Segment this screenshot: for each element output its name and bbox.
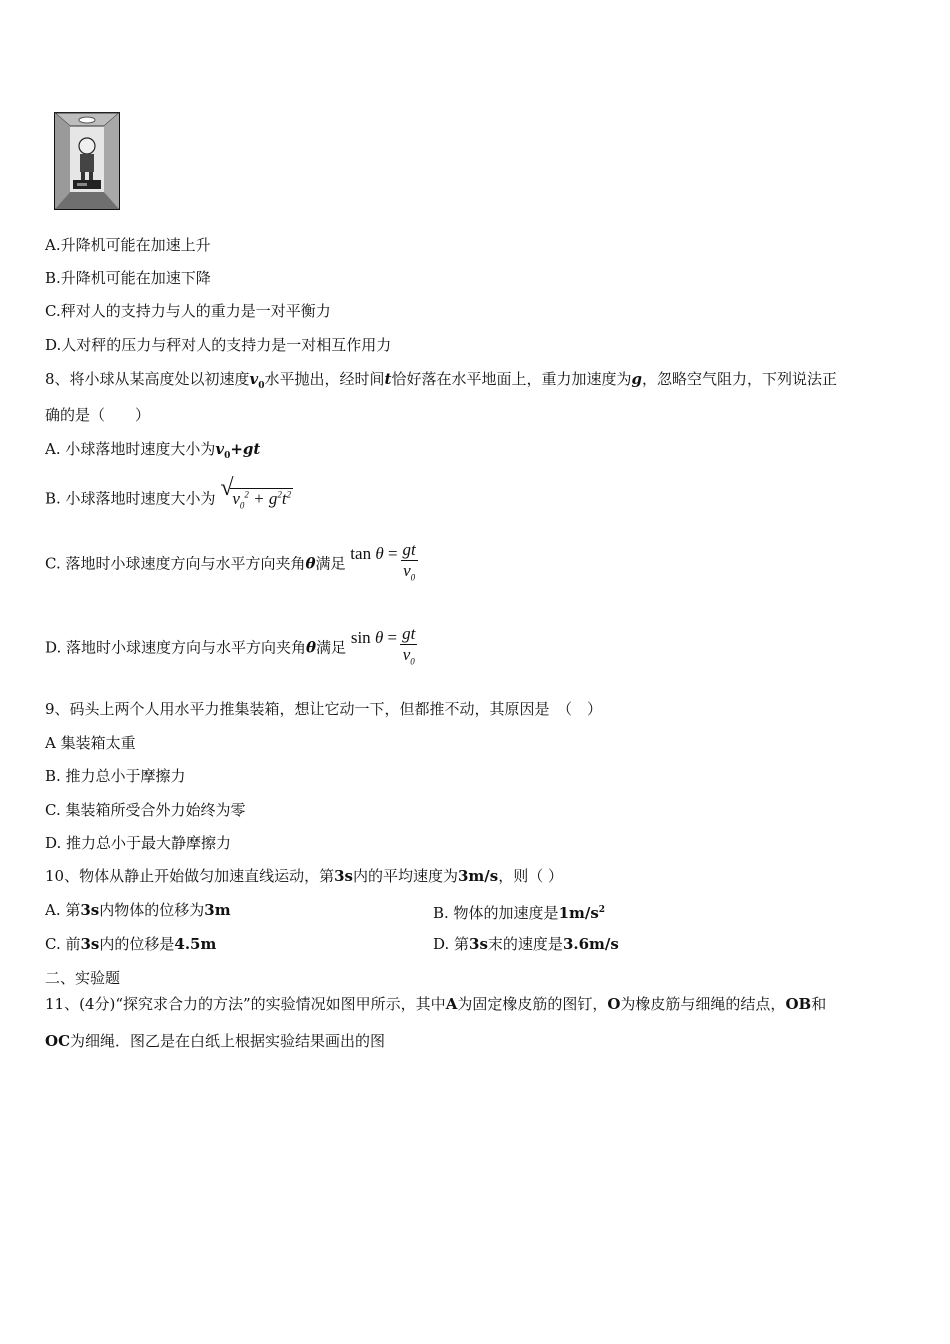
- fraction: $\frac{gt}{v_0}$: [402, 624, 416, 667]
- fraction: $\frac{gt}{v_0}$: [402, 540, 416, 583]
- q8-option-c: C. 落地时小球速度方向与水平方向夹角θ满足 tan θ = $\frac{gt}{v_0}$: [45, 540, 418, 587]
- q9-option-d: D. 推力总小于最大静摩擦力: [45, 834, 232, 852]
- q7-option-d: D.人对秤的压力与秤对人的支持力是一对相互作用力: [45, 336, 392, 354]
- q10-option-b: B. 物体的加速度是$1m/s^2$: [433, 904, 606, 922]
- q10-stem: 10、物体从静止开始做匀加速直线运动，第3s内的平均速度为3m/s，则（ ）: [45, 867, 564, 885]
- q8-option-a: A. 小球落地时速度大小为$v_0+gt$: [45, 440, 261, 461]
- q7-option-c: C.秤对人的支持力与人的重力是一对平衡力: [45, 302, 331, 320]
- q9-option-c: C. 集装箱所受合外力始终为零: [45, 801, 246, 819]
- q10-option-d: D. 第3s末的速度是3.6m/s: [433, 935, 619, 953]
- sqrt-expression: √ $v_0^2 + g^2t^2$: [220, 475, 292, 511]
- q7-option-b: B.升降机可能在加速下降: [45, 269, 211, 287]
- q8-option-d: D. 落地时小球速度方向与水平方向夹角θ满足 sin θ = $\frac{gt}{v_0}$: [45, 624, 417, 671]
- section-heading: 二、实验题: [45, 969, 121, 987]
- q11-stem-line2: OC为细绳．图乙是在白纸上根据实验结果画出的图: [45, 1032, 386, 1050]
- q10-option-c: C. 前3s内的位移是4.5m: [45, 935, 217, 953]
- q9-option-b: B. 推力总小于摩擦力: [45, 767, 186, 785]
- q9-option-a: A 集装箱太重: [45, 734, 136, 752]
- q9-stem: 9、码头上两个人用水平力推集装箱，想让它动一下，但都推不动，其原因是 （ ）: [45, 700, 603, 718]
- elevator-scale-figure: [54, 112, 120, 210]
- q8-stem-line2: 确的是（ ）: [45, 406, 151, 424]
- q8-option-b: B. 小球落地时速度大小为 √ $v_0^2 + g^2t^2$: [45, 484, 293, 515]
- q8-stem: 8、将小球从某高度处以初速度$v_0$水平抛出，经时间t恰好落在水平地面上，重力加速度为g，忽略空气阻力，下列说法正: [45, 370, 838, 391]
- q10-option-a: A. 第3s内物体的位移为3m: [45, 901, 231, 919]
- q7-option-a: A.升降机可能在加速上升: [45, 236, 211, 254]
- q11-stem-line1: 11、(4分)“探究求合力的方法”的实验情况如图甲所示，其中A为固定橡皮筋的图钉，O为橡皮筋与细绳的结点，OB和: [45, 995, 827, 1013]
